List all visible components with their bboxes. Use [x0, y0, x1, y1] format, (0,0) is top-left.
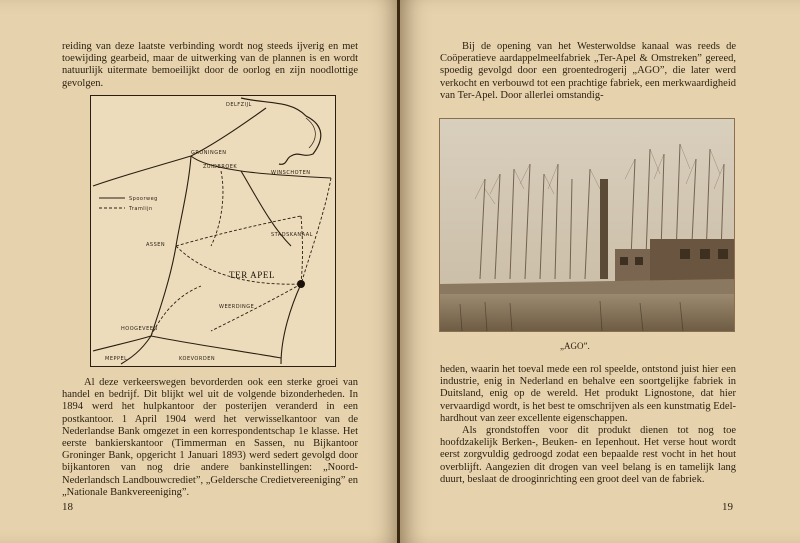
label-delfzijl: DELFZIJL [226, 102, 252, 108]
right-page-number: 19 [722, 501, 733, 513]
coastline-inner [306, 118, 315, 148]
label-assen: ASSEN [146, 242, 166, 248]
route-map [90, 95, 336, 367]
left-page-number: 18 [62, 501, 73, 513]
coastline [241, 98, 321, 164]
label-zuidbroek: ZUIDBROEK [203, 164, 238, 170]
label-meppel: MEPPEL [105, 356, 128, 362]
label-weerdinge: WEERDINGE [219, 304, 255, 310]
legend-tramlijn: Tramlijn [129, 206, 153, 212]
terapel-marker [297, 280, 305, 288]
right-body-paragraphs [440, 364, 736, 486]
tramway-lines [151, 171, 331, 336]
route-map-drawing [91, 96, 335, 366]
right-body-text-2: Als grondstoffen voor dit produkt dienen tot nog toe hoofdzakelijk Berken-, Beuken- en Iepenhout. Het verse hout wordt eerst zorgvuldig gedroogd zodat een bepaalde rest vocht in het hout overblijft. Aangezien dit drogen van veel belang is en tamelijk lang duurt, beslaat de drooginrichting een groot deel van de fabriek. [440, 425, 736, 485]
right-top-text: Bij de opening van het Westerwoldse kanaal was reeds de Coöperatieve aardappelmeelfabriek „Ter-Apel & Omstreken” gereed, spoedig gevolgd door een groentedrogerij „AGO”, die later werd verkocht en verbouwd tot een prachtige fabriek, een merkwaardigheid van Ter-Apel. Door allerlei omstandig- [440, 41, 736, 101]
label-koevorden: KOEVORDEN [179, 356, 216, 362]
right-top-paragraph [440, 41, 736, 102]
label-terapel: TER APEL [229, 270, 276, 280]
left-body-text: Al deze verkeerswegen bevorderden ook een sterke groei van handel en bedrijf. Dit blijkt wel uit de volgende bizonderheden. In 1894 werd het hulpkantoor der posterijen veranderd in een postkantoor. 1 April 1904 werd het verwisselkantoor van de Nederlandse Bank omgezet in een korrespondentschap 1e klasse. Het eerste bankierskantoor (Timmerman en Sassen, nu Bijkantoor Groninger Bank, opgericht 1 Januari 1893) werd sedert gevolgd door bijkantoren van nog drie andere bankinstellingen: „Noord-Nederlandsch Landbouwcrediet”, „Geldersche Credietvereeniging” en „Nationale Bankvereeniging”. [62, 377, 358, 498]
left-top-paragraph [62, 41, 358, 90]
legend-spoorweg: Spoorweg [129, 196, 158, 202]
label-groningen: GRONINGEN [191, 150, 227, 156]
ago-factory-photo [439, 118, 735, 332]
left-top-text: reiding van deze laatste verbinding wordt nog steeds ijverig en met toewijding gearbeid, maar de uitwerking van de plannen is en wordt natuurlijk uitermate bemoeilijkt door de oorlog en zijn noodlottige gevolgen. [62, 41, 358, 89]
label-hoogeveen: HOOGEVEEN [121, 326, 158, 332]
right-body-text-1: heden, waarin het toeval mede een rol speelde, ontstond juist hier een industrie, enig in Nederland en behalve een soortgelijke fabriek in Duitsland, enig op de wereld. Het produkt Lignostone, dat hier vervaardigd wordt, is het best te omschrijven als een kunstmatig Edel-hardhout van zeer excellente eigenschappen. [440, 364, 736, 424]
photo-caption: „AGO”. [560, 341, 590, 351]
left-body-paragraph [62, 377, 358, 499]
label-stadskanaal: STADSKANAAL [271, 232, 313, 238]
label-winschoten: WINSCHOTEN [271, 170, 311, 176]
ago-factory-photo-image [440, 119, 734, 331]
